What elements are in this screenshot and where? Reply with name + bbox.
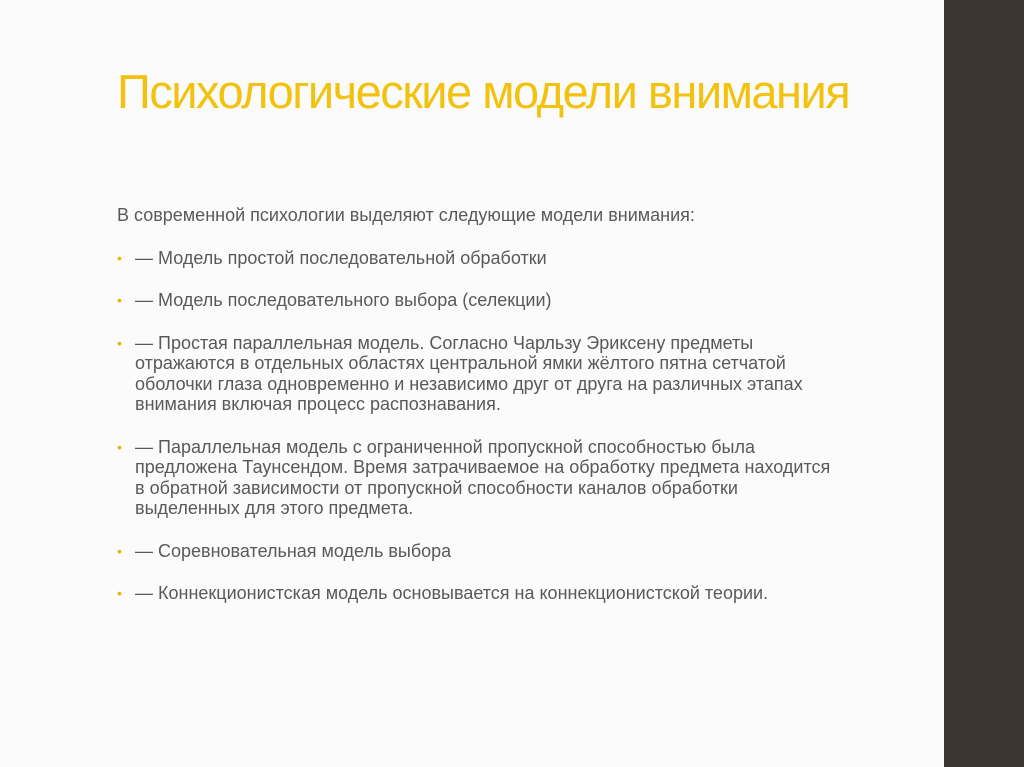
bullet-icon: • — [117, 292, 122, 308]
list-item — [117, 333, 837, 415]
list-item — [117, 248, 837, 269]
slide-body — [117, 205, 837, 626]
bullet-icon: • — [117, 585, 122, 601]
bullet-icon: • — [117, 249, 122, 266]
list-item-text: — Параллельная модель с ограниченной пропускной способностью была предложена Таунсендом. Время затрачиваемое на обработку предмета находится в обратной зависимости от пропускной способности каналов обработки выделенных для этого предмета. — [135, 436, 831, 518]
list-item — [117, 583, 837, 604]
list-item — [117, 541, 837, 562]
side-bar — [944, 0, 1024, 767]
list-item-text: — Коннекционистская модель основывается на коннекционистской теории. — [135, 583, 769, 603]
bullet-icon: • — [117, 542, 122, 559]
list-item-text: — Соревновательная модель выбора — [135, 540, 452, 561]
list-item-text: — Модель простой последовательной обработки — [135, 247, 547, 268]
list-item — [117, 290, 837, 311]
list-item — [117, 437, 837, 519]
list-item-text: — Модель последовательного выбора (селекции) — [135, 290, 552, 310]
intro-text: В современной психологии выделяют следующие модели внимания: — [117, 205, 695, 225]
list-item-text: — Простая параллельная модель. Согласно Чарльзу Эриксену предметы отражаются в отдельных областях центральной ямки жёлтого пятна сетчатой оболочки глаза одновременно и независимо друг от друга на различных этапах внимания включая процесс распознавания. — [135, 332, 803, 414]
bullet-icon: • — [117, 438, 122, 455]
slide-title: Психологические модели внимания — [117, 65, 850, 118]
bullet-list — [117, 248, 837, 604]
bullet-icon: • — [117, 334, 122, 351]
